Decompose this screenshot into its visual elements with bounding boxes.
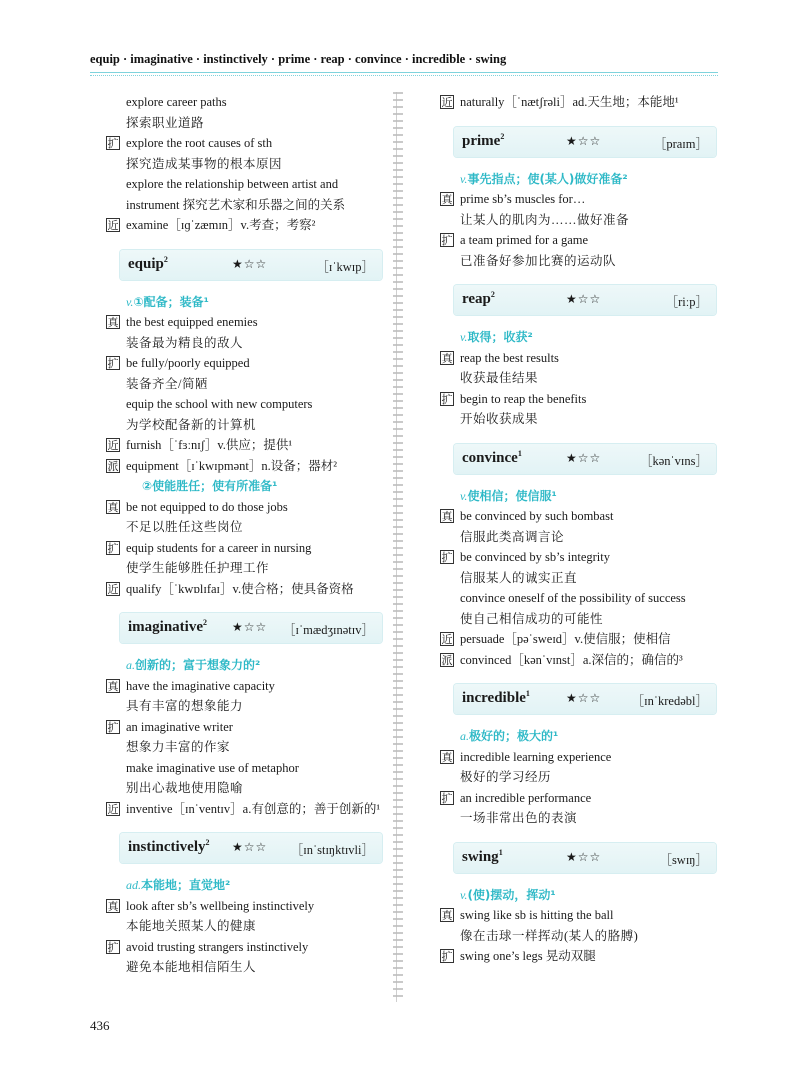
entry-line: [106, 435, 374, 456]
entry-line: [440, 409, 708, 430]
part-of-speech: v.: [460, 171, 468, 186]
headword-box-prime: [454, 127, 716, 157]
entry-line-text: 不足以胜任这些岗位: [126, 520, 244, 534]
entry-line: [106, 538, 374, 559]
entry-line: [106, 937, 374, 958]
entry-line: [440, 946, 708, 967]
phonetic: ［swɪŋ］: [659, 852, 708, 867]
entry-line-text: 信服此类高调言论: [460, 529, 565, 544]
entry-line-text: 使学生能够胜任护理工作: [126, 561, 270, 575]
entry-line-text: naturally［ˈnætʃrəli］ad.天生地；本能地¹: [460, 95, 679, 109]
headword: imaginative$^2$: [128, 618, 207, 635]
sense-text: 创新的；富于想象力的²: [135, 658, 261, 672]
part-of-speech: ad.: [126, 878, 141, 892]
part-of-speech: v.: [460, 887, 468, 902]
entry-line: [440, 926, 708, 947]
phonetic: ［ɪˈmædʒɪnətɪv］: [283, 623, 374, 637]
entry-line: [440, 506, 708, 527]
phonetic: ［kənˈvɪns］: [639, 453, 708, 468]
frequency-sup: 2: [490, 290, 495, 299]
entry-line-text: 具有丰富的想象能力: [126, 699, 244, 713]
entry-line: [440, 629, 708, 650]
entry-line-text: 本能地关照某人的健康: [126, 919, 257, 933]
entry-line: [106, 558, 374, 579]
usage-tag-icon: 近: [107, 802, 119, 816]
entry-line-text: prime sb’s muscles for…: [460, 192, 586, 206]
entry-line-text: incredible learning experience: [460, 749, 612, 764]
entry-line-text: explore the root causes of sth: [126, 136, 273, 150]
star-rating: ★☆☆: [232, 840, 268, 854]
headword: swing$^1$: [462, 847, 503, 865]
headword-box-swing: [454, 843, 716, 873]
headword-box-instinctively: [120, 833, 382, 863]
entry-line: [440, 348, 708, 369]
entry-line-text: inventive［ɪnˈventɪv］a.有创意的；善于创新的¹: [126, 801, 381, 816]
entry-line: [106, 799, 381, 820]
sense-text: 使相信；使信服¹: [467, 488, 557, 503]
entry-line: [106, 113, 374, 134]
entry-line-text: be convinced by sb’s integrity: [460, 550, 610, 564]
header-text: equip · imaginative · instinctively · prime · reap · convince · incredible · swing: [90, 52, 507, 66]
entry-line-text: 使自己相信成功的可能性: [460, 611, 604, 626]
phonetic: ［praɪm］: [653, 136, 708, 151]
part-of-speech: a.: [460, 729, 469, 743]
entry-line-text: 装备最为精良的敌人: [126, 335, 244, 350]
entry-line-text: qualify［ˈkwɒlɪfaɪ］v.使合格；使具备资格: [126, 581, 354, 596]
usage-tag-icon: 近: [107, 219, 119, 232]
entry-line: [440, 568, 708, 589]
phonetic: ［ɪnˈstɪŋktɪvli］: [290, 843, 374, 857]
entry-line: [440, 747, 708, 768]
frequency-sup: 2: [500, 131, 505, 141]
usage-tag-icon: 真: [107, 679, 119, 693]
usage-tag-icon: 扩: [441, 950, 453, 963]
sense-line: [440, 169, 708, 190]
usage-tag-icon: 扩: [441, 234, 453, 247]
entry-line: [106, 353, 374, 374]
part-of-speech: a.: [126, 658, 135, 672]
usage-tag-icon: 近: [107, 439, 119, 452]
entry-line: [106, 92, 374, 113]
right-column: [440, 92, 708, 967]
entry-line-text: 避免本能地相信陌生人: [126, 960, 257, 974]
sense-line: [106, 875, 374, 896]
entry-line: [440, 808, 708, 829]
frequency-sup: 1: [517, 448, 522, 458]
entry-line-text: 像在击球一样挥动(某人的胳膊): [460, 928, 639, 943]
usage-tag-icon: 扩: [107, 541, 119, 555]
entry-line-text: be fully/poorly equipped: [126, 356, 250, 370]
usage-tag-icon: 派: [441, 653, 453, 667]
entry-line: [106, 778, 374, 799]
headword: reap$^2$: [462, 290, 495, 307]
page-number: 436: [90, 1018, 110, 1033]
phonetic: ［riːp］: [665, 295, 708, 309]
usage-tag-icon: 扩: [441, 392, 453, 406]
sense-text: 极好的；极大的¹: [469, 729, 559, 743]
star-rating: ★☆☆: [566, 450, 602, 465]
entry-line-text: instrument 探究艺术家和乐器之间的关系: [126, 197, 346, 212]
header-rule-dotted: [90, 75, 718, 76]
running-header: [90, 52, 710, 72]
usage-tag-icon: 扩: [441, 551, 453, 564]
entry-line-text: explore career paths: [126, 95, 227, 109]
entry-line: [440, 210, 708, 231]
usage-tag-icon: 扩: [441, 791, 453, 805]
entry-line: [440, 588, 708, 609]
usage-tag-icon: 扩: [107, 940, 119, 954]
entry-line: [440, 788, 708, 809]
star-rating: ★☆☆: [232, 256, 268, 271]
star-rating: ★☆☆: [566, 691, 602, 705]
entry-line-text: examine［ɪɡˈzæmɪn］v.考查；考察²: [126, 218, 316, 232]
usage-tag-icon: 真: [441, 750, 453, 764]
sense-text: ②使能胜任；使有所准备¹: [142, 479, 278, 493]
entry-line-text: 开始收获成果: [460, 412, 539, 426]
entry-line-text: 探究造成某事物的根本原因: [126, 156, 283, 171]
entry-line: [106, 497, 374, 518]
usage-tag-icon: 近: [441, 96, 453, 109]
entry-line-text: equip the school with new computers: [126, 397, 313, 411]
sense-line: [440, 726, 708, 747]
star-rating: ★☆☆: [566, 292, 602, 306]
frequency-sup: 2: [203, 618, 207, 627]
entry-line: [106, 737, 374, 758]
entry-line: [106, 896, 374, 917]
sense-line: [440, 327, 708, 348]
sense-text: (使)摆动，挥动¹: [467, 887, 556, 902]
entry-line: [106, 717, 374, 738]
phonetic: ［ɪnˈkredəbl］: [631, 694, 708, 708]
entry-line-text: have the imaginative capacity: [126, 678, 275, 693]
entry-line-text: swing one’s legs 晃动双腿: [460, 949, 596, 963]
headword-box-reap: [454, 285, 716, 315]
frequency-sup: 2: [163, 254, 168, 264]
entry-line: [106, 195, 374, 216]
headword-box-convince: [454, 444, 716, 474]
sense-text: 事先指点；使(某人)做好准备²: [467, 171, 628, 186]
entry-line-text: persuade［pəˈsweɪd］v.使信服；使相信: [460, 632, 671, 646]
entry-line: [106, 517, 374, 538]
usage-tag-icon: 派: [107, 459, 119, 473]
entry-line-text: 收获最佳结果: [460, 371, 539, 385]
entry-line-text: 信服某人的诚实正直: [460, 570, 578, 585]
entry-line-text: convince oneself of the possibility of success: [460, 591, 686, 605]
entry-line-text: reap the best results: [460, 350, 559, 365]
entry-line-text: an incredible performance: [460, 790, 592, 805]
entry-line: [106, 312, 374, 333]
headword: instinctively$^2$: [128, 838, 210, 855]
headword: prime$^2$: [462, 131, 505, 149]
entry-line-text: swing like sb is hitting the ball: [460, 908, 614, 922]
entry-line: [106, 154, 374, 175]
usage-tag-icon: 扩: [107, 137, 119, 150]
entry-line-text: 别出心裁地使用隐喻: [126, 781, 244, 795]
usage-tag-icon: 真: [107, 899, 119, 913]
entry-line-text: 想象力丰富的作家: [126, 740, 231, 754]
usage-tag-icon: 扩: [107, 720, 119, 734]
star-rating: ★☆☆: [566, 849, 602, 864]
part-of-speech: v.: [460, 330, 468, 344]
usage-tag-icon: 扩: [107, 357, 119, 370]
part-of-speech: v.: [126, 294, 134, 309]
headword-box-incredible: [454, 684, 716, 714]
entry-line-text: be not equipped to do those jobs: [126, 499, 288, 514]
entry-line-text: look after sb’s wellbeing instinctively: [126, 898, 315, 913]
entry-line: [440, 189, 708, 210]
entry-line: [440, 92, 708, 113]
entry-line-text: 一场非常出色的表演: [460, 811, 578, 825]
entry-line-text: 探索职业道路: [126, 115, 205, 130]
frequency-sup: 1: [525, 689, 530, 698]
entry-line: [106, 696, 374, 717]
entry-line-text: begin to reap the benefits: [460, 391, 587, 406]
usage-tag-icon: 真: [107, 500, 119, 514]
star-rating: ★☆☆: [566, 133, 602, 148]
header-rule: [90, 72, 718, 73]
usage-tag-icon: 真: [107, 316, 119, 329]
headword: convince$^1$: [462, 448, 522, 466]
phonetic: ［ɪˈkwɪp］: [316, 259, 374, 274]
entry-line-text: 极好的学习经历: [460, 770, 552, 784]
usage-tag-icon: 近: [107, 582, 119, 596]
star-rating: ★☆☆: [232, 620, 268, 634]
sense-line: [440, 885, 708, 906]
headword-box-imaginative: [120, 613, 382, 643]
entry-line: [106, 579, 374, 600]
sense-text: 本能地；直觉地²: [141, 878, 231, 892]
entry-line: [106, 758, 374, 779]
sense-text: 取得；收获²: [467, 330, 533, 344]
entry-line: [440, 650, 708, 671]
entry-line: [440, 251, 708, 272]
entry-line: [106, 174, 374, 195]
usage-tag-icon: 近: [441, 633, 453, 646]
entry-line-text: convinced［kənˈvɪnst］a.深信的；确信的³: [460, 652, 683, 667]
entry-line-text: the best equipped enemies: [126, 315, 258, 329]
frequency-sup: 2: [205, 838, 210, 847]
entry-line-text: explore the relationship between artist and: [126, 177, 339, 191]
usage-tag-icon: 真: [441, 510, 453, 523]
usage-tag-icon: 真: [441, 351, 453, 365]
headword: incredible$^1$: [462, 689, 530, 706]
entry-line-text: 已准备好参加比赛的运动队: [460, 253, 617, 268]
sense-text: ①配备；装备¹: [133, 294, 209, 309]
entry-line: [440, 905, 708, 926]
entry-line: [106, 916, 374, 937]
sense-line: [106, 476, 374, 497]
entry-line-text: avoid trusting strangers instinctively: [126, 939, 309, 954]
entry-line: [106, 394, 374, 415]
entry-line: [440, 547, 708, 568]
entry-line-text: an imaginative writer: [126, 719, 233, 734]
part-of-speech: v.: [460, 488, 468, 503]
sense-line: [106, 292, 374, 313]
column-divider-pattern: [393, 92, 403, 1002]
entry-line-text: make imaginative use of metaphor: [126, 760, 299, 775]
headword-box-equip: [120, 250, 382, 280]
entry-line: [106, 374, 374, 395]
entry-line: [440, 389, 708, 410]
entry-line: [106, 957, 374, 978]
entry-line-text: furnish［ˈfɜːnɪʃ］v.供应；提供¹: [126, 438, 293, 452]
left-column: [106, 92, 381, 978]
sense-line: [106, 655, 374, 676]
entry-line: [106, 333, 374, 354]
usage-tag-icon: 真: [441, 909, 453, 922]
entry-line-text: 装备齐全/简陋: [126, 376, 208, 391]
entry-line: [440, 368, 708, 389]
entry-line: [106, 215, 374, 236]
usage-tag-icon: 真: [441, 193, 453, 206]
entry-line: [440, 527, 708, 548]
entry-line-text: equipment［ɪˈkwɪpmənt］n.设备；器材²: [126, 458, 338, 473]
entry-line: [106, 676, 374, 697]
entry-line-text: equip students for a career in nursing: [126, 540, 312, 555]
headword: equip$^2$: [128, 254, 168, 272]
frequency-sup: 1: [498, 847, 503, 857]
entry-line: [440, 230, 708, 251]
entry-line: [106, 133, 374, 154]
entry-line-text: 为学校配备新的计算机: [126, 417, 257, 432]
entry-line-text: a team primed for a game: [460, 233, 589, 247]
entry-line-text: be convinced by such bombast: [460, 509, 614, 523]
entry-line: [440, 609, 708, 630]
entry-line: [440, 767, 708, 788]
entry-line: [106, 415, 374, 436]
sense-line: [440, 486, 708, 507]
entry-line-text: 让某人的肌肉为……做好准备: [460, 212, 630, 227]
entry-line: [106, 456, 374, 477]
